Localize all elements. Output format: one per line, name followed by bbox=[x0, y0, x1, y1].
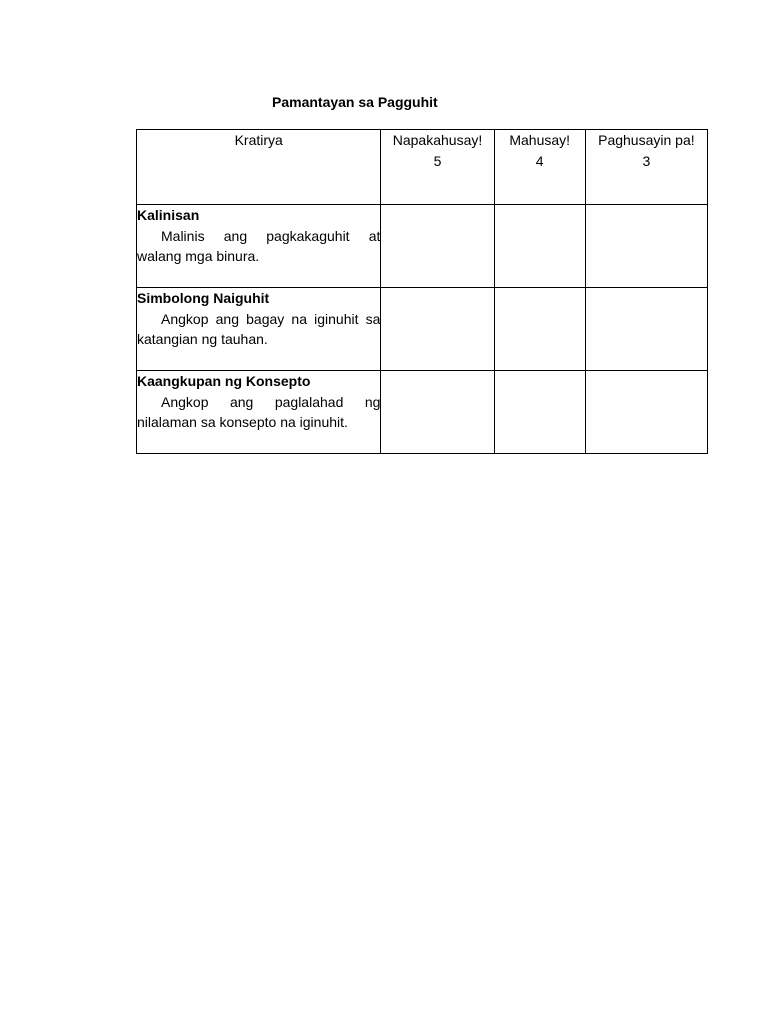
score-cell-3[interactable] bbox=[585, 205, 707, 288]
table-row bbox=[137, 371, 708, 454]
score-cell-4[interactable] bbox=[494, 371, 585, 454]
criteria-header-label: Kratirya bbox=[234, 132, 283, 148]
level-header-napakahusay bbox=[381, 130, 494, 205]
page-title: Pamantayan sa Pagguhit bbox=[272, 94, 438, 110]
criterion-description: Angkop ang bagay na iginuhit sa katangian ng tauhan. bbox=[137, 310, 381, 347]
level-label: Paghusayin pa! bbox=[598, 132, 695, 148]
level-score: 4 bbox=[535, 152, 544, 169]
table-row bbox=[137, 288, 708, 371]
level-score: 3 bbox=[642, 152, 651, 169]
score-cell-4[interactable] bbox=[494, 205, 585, 288]
criteria-header-cell bbox=[137, 130, 381, 205]
level-header-paghusayin-pa bbox=[585, 130, 707, 205]
score-cell-3[interactable] bbox=[585, 288, 707, 371]
criterion-name: Kaangkupan ng Konsepto bbox=[137, 373, 311, 389]
level-score: 5 bbox=[433, 152, 442, 169]
criterion-cell-kaangkupan-ng-konsepto bbox=[137, 371, 381, 454]
criterion-description: Angkop ang paglalahad ng nilalaman sa konsepto na iginuhit. bbox=[137, 393, 381, 430]
score-cell-3[interactable] bbox=[585, 371, 707, 454]
criterion-cell-simbolong-naiguhit bbox=[137, 288, 381, 371]
score-cell-4[interactable] bbox=[494, 288, 585, 371]
score-cell-5[interactable] bbox=[381, 288, 494, 371]
rubric-table bbox=[136, 129, 708, 454]
criterion-cell-kalinisan bbox=[137, 205, 381, 288]
level-label: Napakahusay! bbox=[392, 132, 483, 148]
criterion-description: Malinis ang pagkakaguhit at walang mga binura. bbox=[137, 227, 381, 264]
table-row bbox=[137, 205, 708, 288]
level-label: Mahusay! bbox=[509, 132, 571, 148]
criterion-name: Simbolong Naiguhit bbox=[137, 290, 270, 306]
score-cell-5[interactable] bbox=[381, 371, 494, 454]
header-row bbox=[137, 130, 708, 205]
criterion-name: Kalinisan bbox=[137, 207, 200, 223]
level-header-mahusay bbox=[494, 130, 585, 205]
score-cell-5[interactable] bbox=[381, 205, 494, 288]
